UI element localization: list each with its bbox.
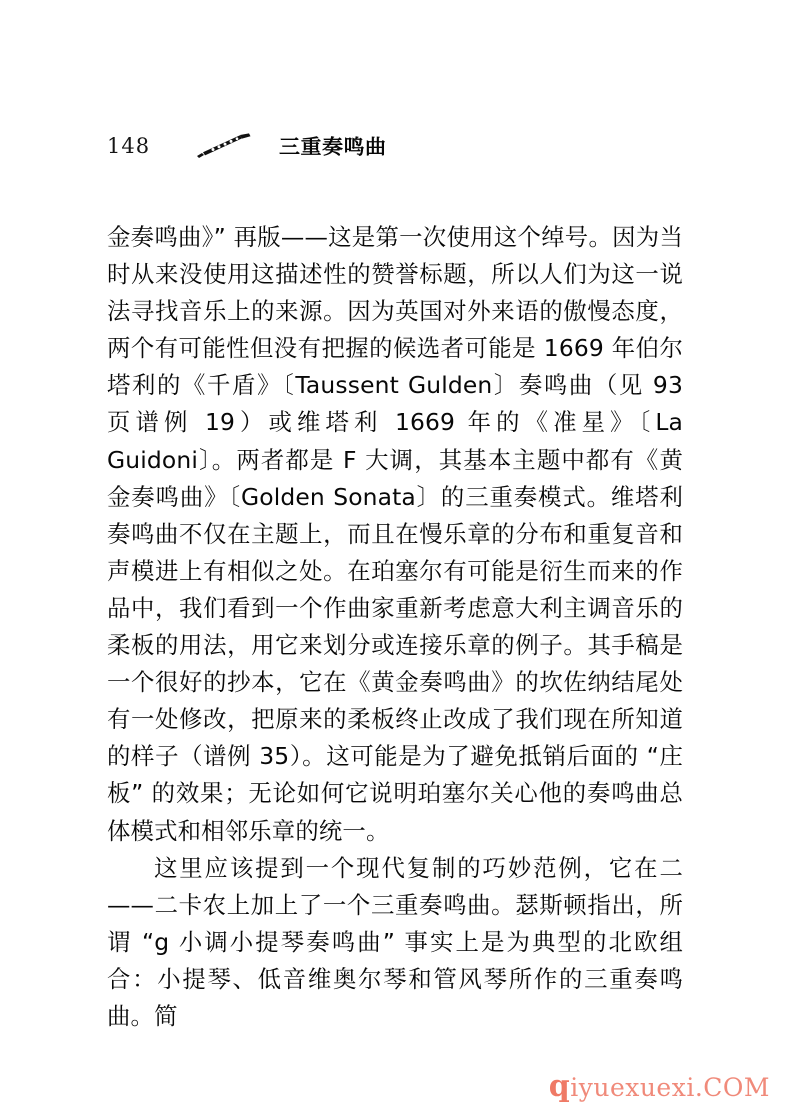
page-number: 148 bbox=[107, 134, 151, 158]
flute-ornament-icon bbox=[193, 133, 255, 159]
body-text-block bbox=[107, 219, 683, 1035]
paragraph: 这里应该提到一个现代复制的巧妙范例，它在二——二卡农上加上了一个三重奏鸣曲。瑟斯顿指出，所谓 “g 小调小提琴奏鸣曲” 事实上是为典型的北欧组合：小提琴、低音维奥尔琴和管风琴所作的三重奏鸣曲。简 bbox=[107, 853, 683, 1030]
running-head-title: 三重奏鸣曲 bbox=[279, 135, 387, 159]
running-head bbox=[107, 128, 687, 164]
watermark-domain: iyuexuexi.COM bbox=[570, 1073, 770, 1102]
watermark-lead-letter: q bbox=[548, 1069, 571, 1104]
paragraph: 金奏鸣曲》” 再版——这是第一次使用这个绰号。因为当时从来没使用这描述性的赞誉标题，所以人们为这一说法寻找音乐上的来源。因为英国对外来语的傲慢态度，两个有可能性但没有把握的候选者可能是 1669 年伯尔塔利的《千盾》〔Taussent Gulden〕奏鸣曲（见 93 页谱例 19）或维塔利 1669 年的《准星》〔La Guidoni〕。两者都是 F 大调，其基本主题中都有《黄金奏鸣曲》〔Golden Sonata〕的三重奏模式。维塔利奏鸣曲不仅在主题上，而且在慢乐章的分布和重复音和声模进上有相似之处。在珀塞尔有可能是衍生而来的作品中，我们看到一个作曲家重新考虑意大利主调音乐的柔板的用法，用它来划分或连接乐章的例子。其手稿是一个很好的抄本，它在《黄金奏鸣曲》的坎佐纳结尾处有一处修改，把原来的柔板终止改成了我们现在所知道的样子（谱例 35）。这可能是为了避免抵销后面的 “庄板” 的效果；无论如何它说明珀塞尔关心他的奏鸣曲总体模式和相邻乐章的统一。 bbox=[107, 223, 683, 845]
site-watermark bbox=[548, 1069, 770, 1104]
